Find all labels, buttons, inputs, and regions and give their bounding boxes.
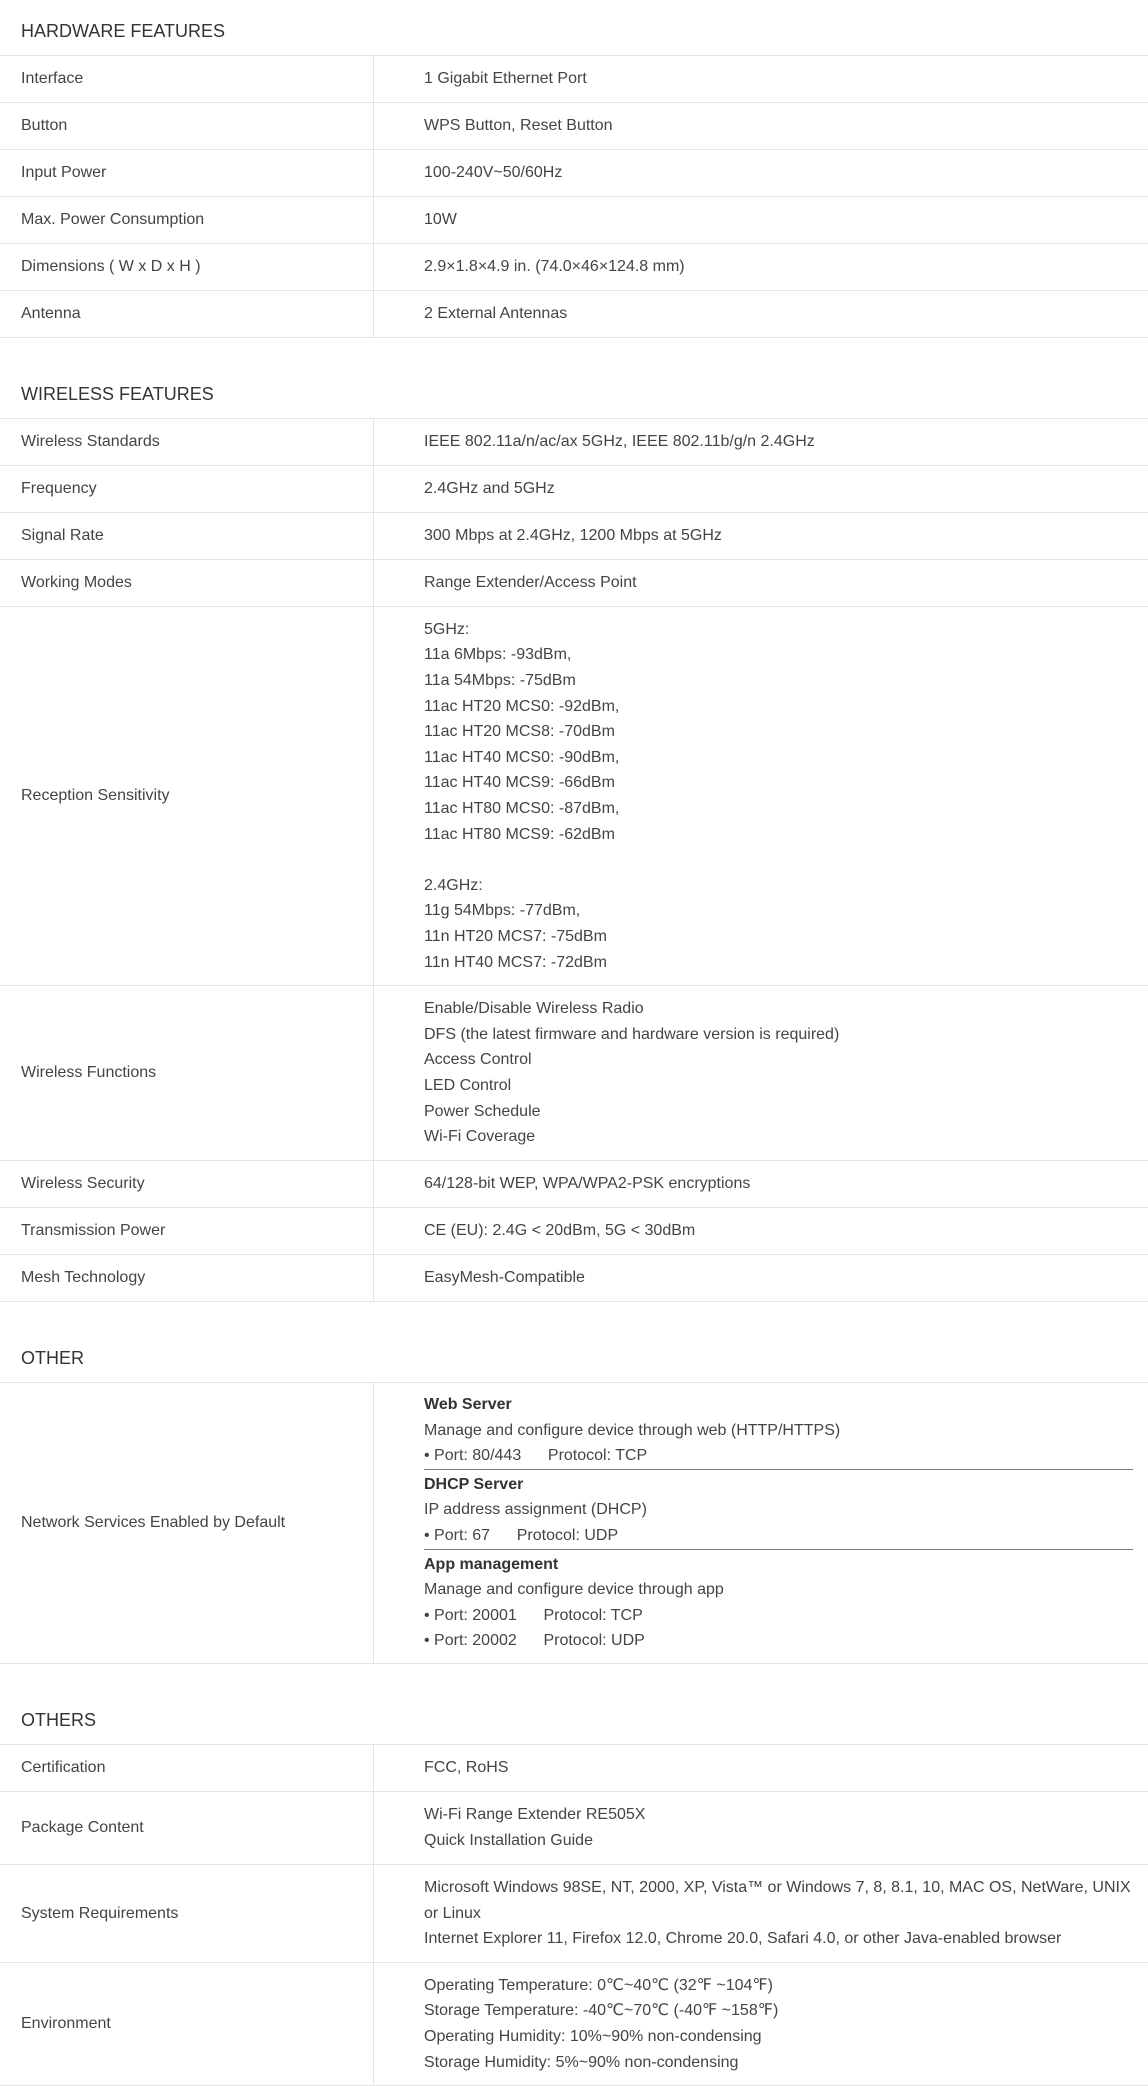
- spec-label: Dimensions ( W x D x H ): [0, 244, 374, 290]
- spec-row: [0, 103, 1148, 150]
- service-port: [424, 1523, 1133, 1549]
- protocol-text: Protocol: TCP: [543, 1606, 643, 1624]
- spec-value: CE (EU): 2.4G < 20dBm, 5G < 30dBm: [424, 1222, 696, 1240]
- value-line: Wi-Fi Coverage: [424, 1128, 536, 1146]
- spec-label: Interface: [0, 56, 374, 102]
- spec-value: EasyMesh-Compatible: [424, 1269, 585, 1287]
- spec-label: Wireless Functions: [0, 986, 374, 1160]
- value-line: Operating Temperature: 0℃~40℃ (32℉ ~104℉): [424, 1976, 773, 1994]
- value-line: 11n HT40 MCS7: -72dBm: [424, 953, 607, 971]
- value-line: 11ac HT40 MCS9: -66dBm: [424, 774, 615, 792]
- spec-label: Package Content: [0, 1792, 374, 1864]
- spec-row: [0, 560, 1148, 607]
- spec-label: Certification: [0, 1745, 374, 1791]
- spec-value: FCC, RoHS: [424, 1759, 509, 1777]
- spec-label: Wireless Standards: [0, 419, 374, 465]
- spec-row: [0, 1792, 1148, 1865]
- spec-label: System Requirements: [0, 1865, 374, 1962]
- spec-value: IEEE 802.11a/n/ac/ax 5GHz, IEEE 802.11b/g/n 2.4GHz: [424, 433, 815, 451]
- spec-value: 2.4GHz and 5GHz: [424, 480, 555, 498]
- value-line: 2.4GHz:: [424, 876, 483, 894]
- port-text: • Port: 67: [424, 1527, 491, 1544]
- value-line: 11ac HT20 MCS8: -70dBm: [424, 723, 615, 741]
- spec-label: Mesh Technology: [0, 1255, 374, 1301]
- value-line: 11g 54Mbps: -77dBm,: [424, 902, 581, 920]
- spec-value: [374, 1963, 1148, 2085]
- spec-label: Antenna: [0, 291, 374, 337]
- spec-row: [0, 419, 1148, 466]
- value-line: 11ac HT80 MCS9: -62dBm: [424, 825, 615, 843]
- spec-value: 1 Gigabit Ethernet Port: [424, 70, 587, 88]
- spec-row: [0, 466, 1148, 513]
- value-line: 11ac HT40 MCS0: -90dBm,: [424, 748, 620, 766]
- spec-row: [0, 1963, 1148, 2086]
- spec-row: [0, 150, 1148, 197]
- spec-label: Wireless Security: [0, 1161, 374, 1207]
- value-line: Enable/Disable Wireless Radio: [424, 1000, 644, 1018]
- spec-row: [0, 1745, 1148, 1792]
- service-title: App management: [424, 1555, 559, 1573]
- service-app: [424, 1552, 1133, 1654]
- spec-row: [0, 607, 1148, 986]
- service-port: [424, 1603, 1133, 1629]
- service-desc: Manage and configure device through web (HTTP/HTTPS): [424, 1421, 841, 1439]
- section-title: OTHERS: [0, 1689, 1148, 1745]
- section-title: WIRELESS FEATURES: [0, 363, 1148, 419]
- others-section: [0, 1689, 1148, 2086]
- spec-row: [0, 1208, 1148, 1255]
- wireless-section: [0, 363, 1148, 1302]
- value-line: DFS (the latest firmware and hardware version is required): [424, 1025, 840, 1043]
- value-line: 11a 54Mbps: -75dBm: [424, 672, 576, 690]
- spec-value: 2 External Antennas: [424, 305, 568, 323]
- value-line: 11ac HT20 MCS0: -92dBm,: [424, 697, 620, 715]
- value-line: Storage Temperature: -40℃~70℃ (-40℉ ~158℉): [424, 2002, 779, 2020]
- spec-row: [0, 986, 1148, 1161]
- spec-label: Transmission Power: [0, 1208, 374, 1254]
- value-line: 11ac HT80 MCS0: -87dBm,: [424, 800, 620, 817]
- spec-row: [0, 56, 1148, 103]
- service-desc: IP address assignment (DHCP): [424, 1501, 647, 1519]
- value-line: LED Control: [424, 1077, 512, 1094]
- spec-row: [0, 244, 1148, 291]
- spec-label: Network Services Enabled by Default: [0, 1383, 374, 1663]
- value-line: Quick Installation Guide: [424, 1832, 593, 1849]
- spec-value: Range Extender/Access Point: [424, 574, 637, 592]
- section-title: HARDWARE FEATURES: [0, 0, 1148, 56]
- protocol-text: Protocol: TCP: [547, 1447, 648, 1465]
- port-text: • Port: 80/443: [424, 1447, 522, 1465]
- value-line: 11n HT20 MCS7: -75dBm: [424, 927, 607, 945]
- port-text: • Port: 20001: [424, 1606, 517, 1624]
- service-port: [424, 1443, 1133, 1469]
- spec-value: 10W: [424, 211, 457, 229]
- spec-label: Working Modes: [0, 560, 374, 606]
- value-line: Power Schedule: [424, 1102, 541, 1120]
- spec-value: [374, 1792, 1148, 1864]
- value-line: 5GHz:: [424, 620, 470, 638]
- spec-value: 2.9×1.8×4.9 in. (74.0×46×124.8 mm): [424, 258, 685, 276]
- spec-value: WPS Button, Reset Button: [424, 117, 613, 135]
- spec-row: [0, 1161, 1148, 1208]
- protocol-text: Protocol: UDP: [516, 1527, 619, 1544]
- service-title: DHCP Server: [424, 1475, 524, 1493]
- spec-label: Frequency: [0, 466, 374, 512]
- spec-row: [0, 1865, 1148, 1963]
- spec-value: 300 Mbps at 2.4GHz, 1200 Mbps at 5GHz: [424, 527, 722, 545]
- service-web: [424, 1392, 1133, 1470]
- value-line: Operating Humidity: 10%~90% non-condensing: [424, 2028, 762, 2045]
- value-line: Access Control: [424, 1051, 532, 1069]
- spec-row: [0, 1255, 1148, 1302]
- spec-value: [374, 607, 1148, 985]
- service-dhcp: [424, 1472, 1133, 1550]
- spec-row: [0, 1383, 1148, 1664]
- port-text: • Port: 20002: [424, 1632, 517, 1650]
- spec-label: Environment: [0, 1963, 374, 2085]
- service-port: [424, 1628, 1133, 1654]
- spec-value: [374, 986, 1148, 1160]
- spec-row: [0, 291, 1148, 338]
- spec-label: Input Power: [0, 150, 374, 196]
- spec-label: Signal Rate: [0, 513, 374, 559]
- value-line: Storage Humidity: 5%~90% non-condensing: [424, 2053, 739, 2071]
- hardware-section: [0, 0, 1148, 338]
- value-line: Wi-Fi Range Extender RE505X: [424, 1806, 646, 1824]
- spec-label: Button: [0, 103, 374, 149]
- spec-value: 64/128-bit WEP, WPA/WPA2-PSK encryptions: [424, 1175, 751, 1193]
- service-title: Web Server: [424, 1396, 512, 1414]
- spec-row: [0, 197, 1148, 244]
- other-section: [0, 1327, 1148, 1664]
- spec-row: [0, 513, 1148, 560]
- section-title: OTHER: [0, 1327, 1148, 1383]
- spec-value: [374, 1383, 1148, 1663]
- spec-value: 100-240V~50/60Hz: [424, 164, 563, 182]
- spec-label: Reception Sensitivity: [0, 607, 374, 985]
- service-desc: Manage and configure device through app: [424, 1581, 724, 1599]
- spec-label: Max. Power Consumption: [0, 197, 374, 243]
- value-line: 11a 6Mbps: -93dBm,: [424, 646, 572, 664]
- value-line: Microsoft Windows 98SE, NT, 2000, XP, Vista™ or Windows 7, 8, 8.1, 10, MAC OS, NetWare, UNIX or Linux: [424, 1879, 1131, 1922]
- value-line: Internet Explorer 11, Firefox 12.0, Chrome 20.0, Safari 4.0, or other Java-enabled browser: [424, 1930, 1062, 1948]
- spec-value: [374, 1865, 1148, 1962]
- protocol-text: Protocol: UDP: [543, 1632, 645, 1650]
